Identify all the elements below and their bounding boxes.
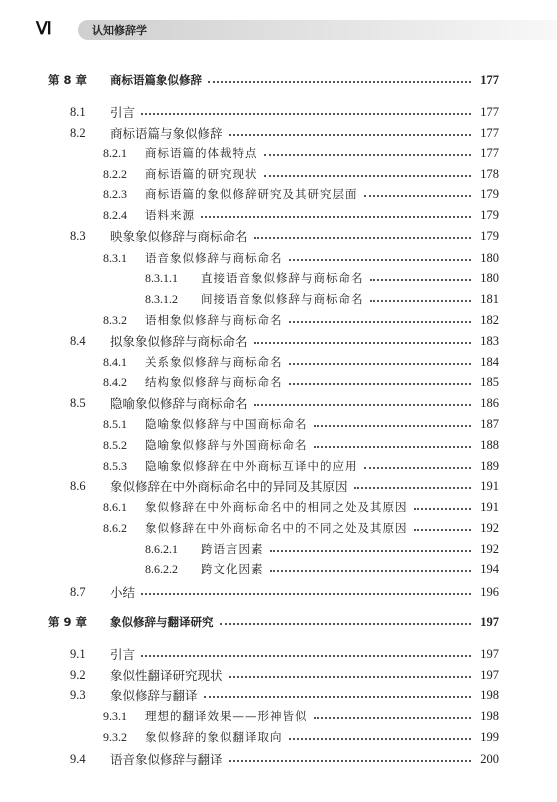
toc-entry-page: 191 bbox=[480, 499, 499, 514]
toc-entry-number: 8.3.1 bbox=[103, 250, 127, 265]
toc-entry-title: 商标语篇的体裁特点 bbox=[145, 146, 258, 160]
toc-entry-page: 192 bbox=[480, 541, 499, 556]
toc-entry bbox=[103, 706, 499, 726]
toc-entry-page: 184 bbox=[480, 354, 499, 369]
dot-leader bbox=[289, 738, 472, 740]
toc-entry-number: 8.4.1 bbox=[103, 354, 127, 369]
toc-entry-number: 8.6.2.1 bbox=[145, 541, 178, 556]
toc-entry-page: 178 bbox=[480, 166, 499, 181]
dot-leader bbox=[289, 259, 472, 261]
toc-entry bbox=[70, 123, 499, 143]
dot-leader bbox=[354, 487, 471, 489]
toc-entry-title: 商标语篇象似修辞 bbox=[110, 73, 202, 87]
toc-entry-title: 象似修辞与翻译 bbox=[110, 688, 198, 703]
toc-entry-title: 象似性翻译研究现状 bbox=[110, 668, 223, 683]
toc-entry-number: 8.3 bbox=[70, 228, 86, 243]
header-band bbox=[78, 20, 557, 40]
dot-leader bbox=[270, 550, 472, 552]
toc-entry-page: 186 bbox=[480, 395, 499, 410]
toc-entry-page: 192 bbox=[480, 520, 499, 535]
toc-entry-title: 跨文化因素 bbox=[201, 562, 264, 576]
dot-leader bbox=[314, 425, 472, 427]
toc-entry-number: 8.6.2.2 bbox=[145, 561, 178, 576]
toc-entry-title: 直接语音象似修辞与商标命名 bbox=[201, 271, 364, 285]
toc-entry-page: 194 bbox=[480, 561, 499, 576]
toc-entry-page: 198 bbox=[480, 687, 499, 702]
toc-entry-page: 188 bbox=[480, 437, 499, 452]
toc-entry-title: 象似修辞的象似翻译取向 bbox=[145, 730, 283, 744]
toc-entry-title: 象似修辞与翻译研究 bbox=[110, 615, 214, 629]
running-header bbox=[28, 16, 557, 42]
toc-chapter-entry bbox=[48, 612, 499, 632]
toc-entry-number: 8.6.1 bbox=[103, 499, 127, 514]
toc-entry-number: 8.6 bbox=[70, 478, 86, 493]
toc-entry-number: 8.3.2 bbox=[103, 312, 127, 327]
toc-entry-title: 商标语篇与象似修辞 bbox=[110, 126, 223, 141]
toc-entry-title: 隐喻象似修辞与中国商标命名 bbox=[145, 417, 308, 431]
toc-entry-title: 隐喻象似修辞在中外商标互译中的应用 bbox=[145, 459, 358, 473]
toc-entry-title: 语相象似修辞与商标命名 bbox=[145, 313, 283, 327]
toc-entry-title: 跨语言因素 bbox=[201, 542, 264, 556]
toc-entry-title: 关系象似修辞与商标命名 bbox=[145, 355, 283, 369]
toc-entry-page: 183 bbox=[480, 333, 499, 348]
dot-leader bbox=[270, 570, 472, 572]
toc-entry-page: 197 bbox=[480, 646, 499, 661]
toc-entry-title: 映象象似修辞与商标命名 bbox=[110, 229, 248, 244]
toc-entry bbox=[103, 352, 499, 372]
dot-leader bbox=[370, 300, 472, 302]
toc-entry-number: 8.5.3 bbox=[103, 458, 127, 473]
toc-entry-title: 理想的翻译效果——形神皆似 bbox=[145, 709, 308, 723]
toc-entry bbox=[103, 248, 499, 268]
toc-entry-number: 9.3 bbox=[70, 687, 86, 702]
toc-entry bbox=[70, 331, 499, 351]
toc-entry-title: 引言 bbox=[110, 647, 136, 662]
dot-leader bbox=[364, 467, 472, 469]
toc-entry-page: 180 bbox=[480, 250, 499, 265]
toc-entry-title: 象似修辞在中外商标命名中的相同之处及其原因 bbox=[145, 500, 408, 514]
toc-entry-number: 8.5.1 bbox=[103, 416, 127, 431]
toc-entry-page: 196 bbox=[480, 584, 499, 599]
toc-entry-page: 182 bbox=[480, 312, 499, 327]
dot-leader bbox=[229, 676, 471, 678]
toc-entry-page: 177 bbox=[480, 145, 499, 160]
dot-leader bbox=[289, 363, 472, 365]
dot-leader bbox=[254, 342, 471, 344]
toc-entry-title: 隐喻象似修辞与商标命名 bbox=[110, 396, 248, 411]
toc-entry bbox=[70, 749, 499, 769]
toc-entry-page: 198 bbox=[480, 708, 499, 723]
page-numeral: Ⅵ bbox=[36, 19, 52, 38]
toc-entry-page: 199 bbox=[480, 729, 499, 744]
toc-entry bbox=[145, 559, 499, 579]
toc-entry-number: 8.3.1.2 bbox=[145, 291, 178, 306]
toc-entry-title: 语音象似修辞与商标命名 bbox=[145, 251, 283, 265]
book-title: 认知修辞学 bbox=[92, 24, 147, 37]
toc-entry-title: 隐喻象似修辞与外国商标命名 bbox=[145, 438, 308, 452]
toc-entry-title: 象似修辞在中外商标命名中的异同及其原因 bbox=[110, 479, 348, 494]
toc-entry-number: 9.3.1 bbox=[103, 708, 127, 723]
toc-entry bbox=[103, 372, 499, 392]
toc-entry-number: 8.2.2 bbox=[103, 166, 127, 181]
dot-leader bbox=[229, 760, 471, 762]
toc-entry-title: 象似修辞在中外商标命名中的不同之处及其原因 bbox=[145, 521, 408, 535]
toc-entry-number: 9.3.2 bbox=[103, 729, 127, 744]
toc-entry-number: 8.2.4 bbox=[103, 207, 127, 222]
toc-entry bbox=[103, 497, 499, 517]
toc-entry-page: 197 bbox=[480, 614, 499, 629]
toc-entry bbox=[103, 727, 499, 747]
toc-entry-page: 180 bbox=[480, 270, 499, 285]
toc-entry bbox=[70, 102, 499, 122]
toc-entry-number: 8.2.1 bbox=[103, 145, 127, 160]
dot-leader bbox=[370, 279, 472, 281]
toc-entry bbox=[103, 518, 499, 538]
toc-entry bbox=[70, 665, 499, 685]
dot-leader bbox=[141, 593, 471, 595]
toc-entry bbox=[145, 539, 499, 559]
toc-entry-page: 179 bbox=[480, 186, 499, 201]
toc-entry-page: 179 bbox=[480, 207, 499, 222]
toc-entry bbox=[70, 582, 499, 602]
dot-leader bbox=[141, 655, 471, 657]
toc-entry bbox=[103, 164, 499, 184]
toc-entry-title: 语料来源 bbox=[145, 208, 195, 222]
dot-leader bbox=[220, 623, 472, 625]
toc-entry bbox=[70, 476, 499, 496]
dot-leader bbox=[264, 175, 472, 177]
toc-entry bbox=[103, 184, 499, 204]
toc-entry-number: 9.1 bbox=[70, 646, 86, 661]
toc-entry-number: 8.7 bbox=[70, 584, 86, 599]
toc-entry bbox=[103, 414, 499, 434]
toc-entry-title: 小结 bbox=[110, 585, 136, 600]
toc-entry-page: 197 bbox=[480, 667, 499, 682]
dot-leader bbox=[229, 134, 471, 136]
dot-leader bbox=[289, 321, 472, 323]
toc-entry-number: 第 9 章 bbox=[48, 615, 88, 629]
toc-entry-number: 8.4 bbox=[70, 333, 86, 348]
dot-leader bbox=[204, 696, 471, 698]
toc-entry-page: 187 bbox=[480, 416, 499, 431]
toc-entry-number: 第 8 章 bbox=[48, 73, 88, 87]
toc-entry-number: 9.2 bbox=[70, 667, 86, 682]
toc-entry-number: 8.5 bbox=[70, 395, 86, 410]
toc-entry-title: 间接语音象似修辞与商标命名 bbox=[201, 292, 364, 306]
toc-entry-page: 181 bbox=[480, 291, 499, 306]
toc-entry-page: 177 bbox=[480, 72, 499, 87]
toc-entry bbox=[70, 644, 499, 664]
toc-entry bbox=[145, 268, 499, 288]
toc-entry-title: 商标语篇的象似修辞研究及其研究层面 bbox=[145, 187, 358, 201]
toc-entry bbox=[103, 310, 499, 330]
dot-leader bbox=[364, 195, 472, 197]
dot-leader bbox=[314, 717, 472, 719]
dot-leader bbox=[141, 113, 471, 115]
toc-entry-number: 8.1 bbox=[70, 104, 86, 119]
toc-entry-page: 185 bbox=[480, 374, 499, 389]
toc-entry-page: 200 bbox=[480, 751, 499, 766]
toc-entry-title: 引言 bbox=[110, 105, 136, 120]
toc-entry-page: 179 bbox=[480, 228, 499, 243]
toc-entry-title: 商标语篇的研究现状 bbox=[145, 167, 258, 181]
toc-entry bbox=[70, 685, 499, 705]
toc-entry-title: 拟象象似修辞与商标命名 bbox=[110, 334, 248, 349]
toc-entry-number: 9.4 bbox=[70, 751, 86, 766]
dot-leader bbox=[254, 404, 471, 406]
toc-entry bbox=[103, 435, 499, 455]
toc-entry-number: 8.3.1.1 bbox=[145, 270, 178, 285]
toc-entry bbox=[103, 205, 499, 225]
toc-entry-title: 结构象似修辞与商标命名 bbox=[145, 375, 283, 389]
toc-entry bbox=[103, 456, 499, 476]
toc-entry-number: 8.2 bbox=[70, 125, 86, 140]
dot-leader bbox=[414, 508, 472, 510]
dot-leader bbox=[254, 237, 471, 239]
toc-entry bbox=[70, 226, 499, 246]
toc-entry bbox=[103, 143, 499, 163]
dot-leader bbox=[414, 529, 472, 531]
toc-entry-title: 语音象似修辞与翻译 bbox=[110, 752, 223, 767]
toc-entry-number: 8.2.3 bbox=[103, 186, 127, 201]
dot-leader bbox=[289, 383, 472, 385]
dot-leader bbox=[264, 154, 472, 156]
toc-entry-page: 191 bbox=[480, 478, 499, 493]
toc-entry-number: 8.4.2 bbox=[103, 374, 127, 389]
toc-chapter-entry bbox=[48, 70, 499, 90]
toc-entry-number: 8.6.2 bbox=[103, 520, 127, 535]
toc-entry-number: 8.5.2 bbox=[103, 437, 127, 452]
dot-leader bbox=[208, 81, 471, 83]
toc-entry bbox=[70, 393, 499, 413]
dot-leader bbox=[314, 446, 472, 448]
toc-entry bbox=[145, 289, 499, 309]
dot-leader bbox=[201, 216, 471, 218]
toc-entry-page: 177 bbox=[480, 125, 499, 140]
toc-entry-page: 189 bbox=[480, 458, 499, 473]
toc-entry-page: 177 bbox=[480, 104, 499, 119]
